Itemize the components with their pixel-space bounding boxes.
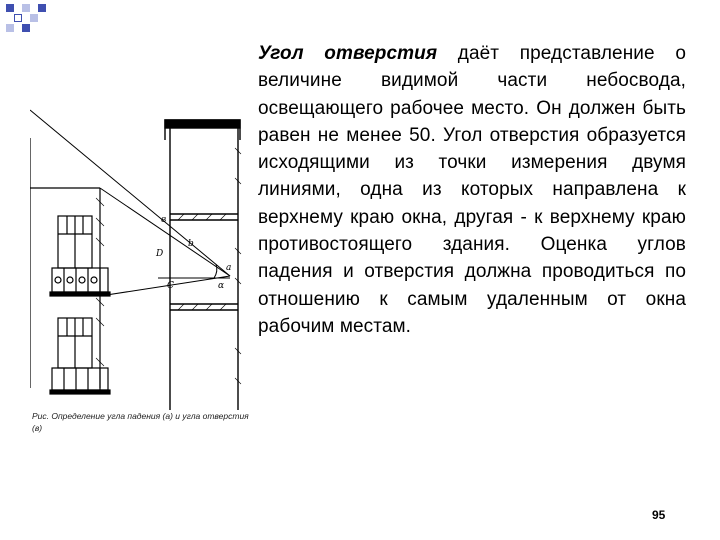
- label-a: a: [226, 263, 232, 273]
- figure-caption: Рис. Определение угла падения (а) и угла отверстия (в): [32, 411, 249, 433]
- lower-balcony: [50, 368, 110, 394]
- sight-lines: [30, 110, 230, 298]
- label-e: в: [161, 215, 167, 225]
- sight-line-building: [100, 188, 230, 276]
- label-d: D: [156, 249, 164, 259]
- building-diagram: [30, 108, 262, 410]
- deco-square: [22, 24, 30, 32]
- decorative-squares: [0, 0, 60, 44]
- paragraph-text: даёт представление о величине видимой части небосвода, освещающего рабочее место. Он должен быть равен не менее 50. Угол отверстия образуется исходящими из точки измерения двумя линиями, одна из которых направлена к верхнему краю окна, другая - к верхнему краю противостоящего здания. Оценка углов падения и отверстия должна проводиться по отношению к самым удаленным от окна рабочим местам.: [258, 43, 686, 337]
- deco-square: [38, 4, 46, 12]
- deco-square: [30, 14, 38, 22]
- lead-term: Угол отверстия: [258, 43, 438, 64]
- body-paragraph: [258, 40, 686, 340]
- deco-square: [6, 24, 14, 32]
- floor-hatching: [178, 148, 241, 384]
- page-number: 95: [652, 508, 666, 522]
- upper-balcony: [50, 268, 110, 296]
- label-b: b: [188, 239, 194, 249]
- deco-square: [14, 14, 22, 22]
- lower-window: [58, 318, 92, 368]
- sight-line-sky: [30, 110, 230, 276]
- deco-square: [22, 4, 30, 12]
- upper-window: [58, 216, 92, 268]
- deco-square: [6, 4, 14, 12]
- sight-line-window: [100, 276, 230, 296]
- label-alpha: α: [218, 281, 225, 291]
- label-c: C: [167, 281, 174, 291]
